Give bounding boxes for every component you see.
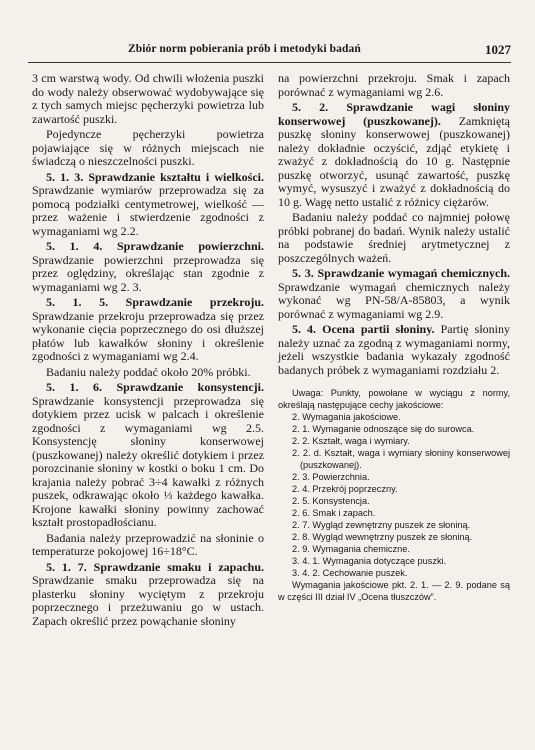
notes-intro: Uwaga: Punkty, powołane w wyciągu z normy, określają następujące cechy jakościowe: [278,388,510,410]
right-column [278,72,510,603]
note-item: 2. 2. Kształt, waga i wymiary. [292,436,410,446]
note-item: 3. 4. 1. Wymagania dotyczące puszki. [292,556,447,566]
section-5-2 [278,101,510,209]
section-body: Sprawdzanie wymagań chemicznych należy wykonać wg PN-58/A-85803, a wynik porównać z wymaganiami wg 2.9. [278,279,510,321]
section-heading: 5. 4. Ocena partii słoniny. [292,322,435,336]
section-heading: 5. 1. 4. Sprawdzanie powierzchni. [46,239,264,253]
section-5-1-3 [32,171,264,239]
section-heading: 5. 3. Sprawdzanie wymagań chemicznych. [292,266,510,280]
section-body: Sprawdzanie przekroju przeprowadza się przez wykonanie cięcia poprzecznego do osi dłuższej płatów lub kawałków słoniny i określenie zgodności z wymaganiami wg 2.4. [32,308,264,363]
section-heading: 5. 1. 6. Sprawdzanie konsystencji. [46,380,264,394]
note-item: 2. 3. Powierzchnia. [292,472,370,482]
note-item: 2. 5. Konsystencja. [292,496,370,506]
left-column [32,72,264,630]
paragraph: Badaniu należy poddać około 20% próbki. [46,364,251,379]
note-item: 2. 4. Przekrój poprzeczny. [292,484,398,494]
section-5-3 [278,267,510,321]
note-item: 2. 1. Wymaganie odnoszące się do surowca. [292,424,475,434]
note-item: 2. 7. Wygląd zewnętrzny puszek ze słoniną. [292,520,471,530]
section-body: Sprawdzanie wymiarów przeprowadza się za pomocą podziałki centymetrowej, wielkość — przez ważenie i stwierdzenie zgodności z wymaganiami wg 2.2. [32,183,264,238]
section-5-1-5 [32,296,264,364]
note-item: 2. 9. Wymagania chemiczne. [292,544,410,554]
section-5-4 [278,323,510,377]
section-heading: 5. 1. 5. Sprawdzanie przekroju. [46,295,264,309]
section-5-1-7 [32,561,264,629]
paragraph: Badaniu należy poddać co najmniej połowę próbki pobranej do badań. Wynik należy ustalić na podstawie średniej arytmetycznej z poszczególnych ważeń. [278,210,510,265]
section-heading: 5. 2. Sprawdzanie wagi słoniny konserwowej (puszkowanej). [278,100,510,128]
section-5-1-4 [32,240,264,294]
paragraph: Badania należy przeprowadzić na słoninie o temperaturze pokojowej 16÷18°C. [32,530,264,558]
note-item: 2. 8. Wygląd wewnętrzny puszek ze słoniną. [292,532,473,542]
note-item: 2. Wymagania jakościowe. [292,412,401,422]
note-item: 2. 6. Smak i zapach. [292,508,376,518]
section-body: Sprawdzanie konsystencji przeprowadza się dotykiem przez ucisk w palcach i określenie zgodności z wymaganiami wg 2.5. Konsystencję słoniny konserwowej (puszkowanej) należy określić dotykiem i przez porozcinanie słoniny w kostki o boku 1 cm. Do krajania należy pobrać 3÷4 kawałki z różnych puszek, odkrawając około ⅓ każdego kawałka. Krojone kawałki słoniny powinny zachować kształt prostopadłościanu. [32,393,264,529]
section-heading: 5. 1. 3. Sprawdzanie kształtu i wielkości. [46,169,264,184]
note-item: 2. 2. d. Kształt, waga i wymiary słoniny konserwowej (puszkowanej). [292,448,510,470]
section-body: Sprawdzanie smaku przeprowadza się na plasterku słoniny wyciętym z przekroju poprzecznego i przeżuwaniu go w ustach. Zapach określić przez powąchanie słoniny [32,573,264,628]
paragraph: Pojedyncze pęcherzyki powietrza pojawiające się w różnych miejscach nie świadczą o nieszczelności puszki. [32,127,264,168]
paragraph: 3 cm warstwą wody. Od chwili włożenia puszki do wody należy obserwować wydobywające się z tych samych miejsc pęcherzyki powietrza lub zawartość puszki. [32,71,264,126]
section-body: Partię słoniny należy uznać za zgodną z wymaganiami normy, jeżeli wszystkie badania wykazały zgodność badanych próbek z wymaganiami rozdziału 2. [278,322,511,377]
running-header [28,40,511,63]
section-body: Sprawdzanie powierzchni przeprowadza się przez oględziny, określając stan zgodnie z wymaganiami wg 2. 3. [32,252,264,294]
section-body: Zamkniętą puszkę słoniny konserwowej (puszkowanej) należy dokładnie oczyścić, zdjąć etykietę i zważyć z dokładnością do 10 g. Następnie puszkę otworzyć, usunąć zawartość, puszkę wymyć, wysuszyć i zważyć z dokładnością do 10 g. Wagę netto ustalić z różnicy ciężarów. [278,113,510,209]
page-number: 1027 [485,42,511,57]
section-5-1-6 [32,381,264,530]
notes-block [278,387,510,603]
paragraph: na powierzchni przekroju. Smak i zapach porównać z wymaganiami wg 2.6. [278,71,510,99]
note-item: 3. 4. 2. Cechowanie puszek. [292,568,408,578]
notes-closing: Wymagania jakościowe pkt. 2. 1. — 2. 9. podane są w części III dział IV „Ocena tłuszczów”. [278,580,510,602]
page-header-title: Zbiór norm pobierania prób i metodyki badań [128,43,361,55]
section-heading: 5. 1. 7. Sprawdzanie smaku i zapachu. [46,559,264,574]
